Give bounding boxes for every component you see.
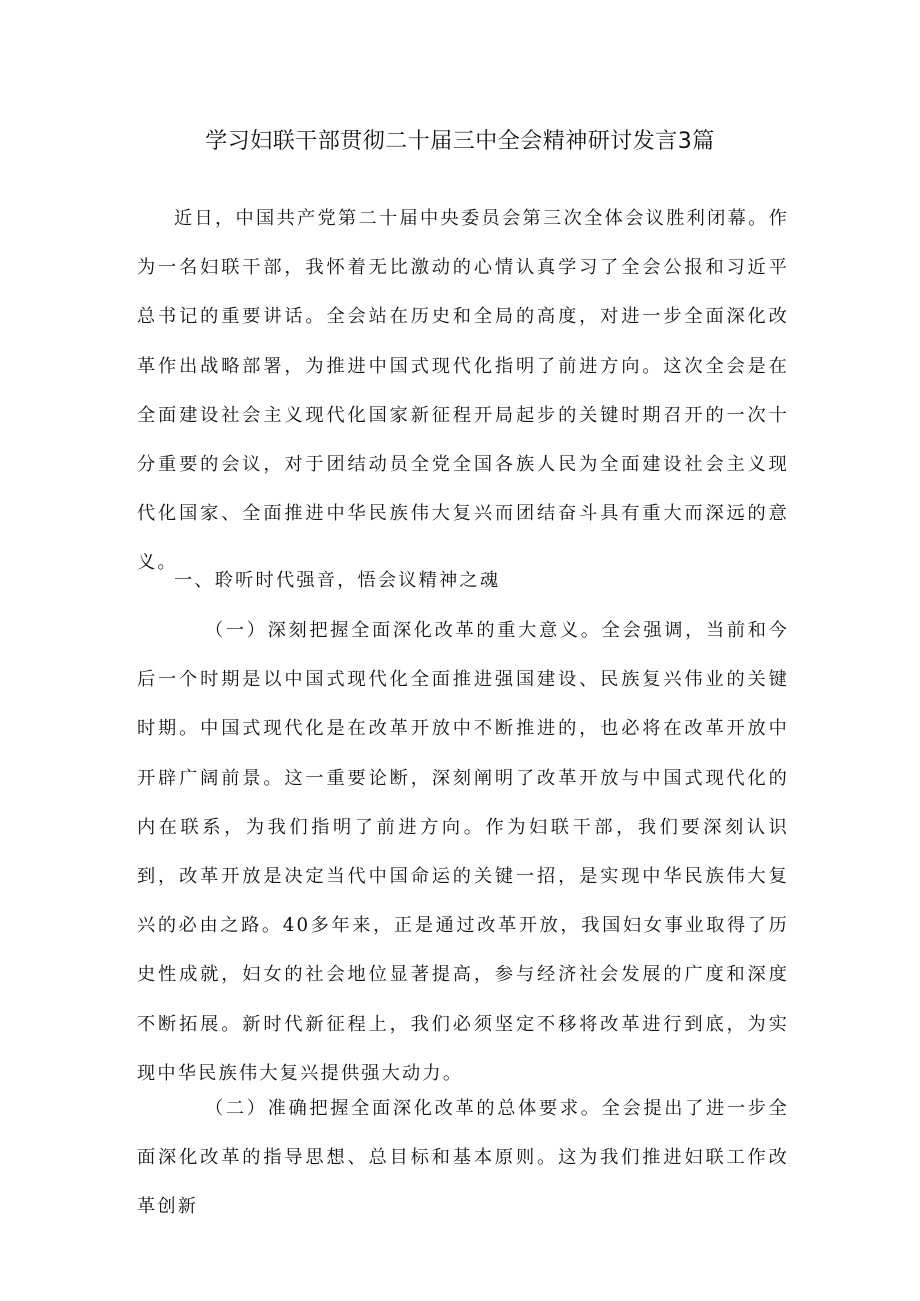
intro-paragraph	[137, 194, 789, 588]
subsection-1-paragraph	[137, 606, 789, 1098]
subsection-2-text: （二）准确把握全面深化改革的总体要求。全会提出了进一步全面深化改革的指导思想、总目标和基本原则。这为我们推进妇联工作改革创新	[137, 1098, 789, 1218]
document-title: 学习妇联干部贯彻二十届三中全会精神研讨发言3篇	[205, 129, 715, 154]
intro-text: 近日，中国共产党第二十届中央委员会第三次全体会议胜利闭幕。作为一名妇联干部，我怀着无比激动的心情认真学习了全会公报和习近平总书记的重要讲话。全会站在历史和全局的高度，对进一步全面深化改革作出战略部署，为推进中国式现代化指明了前进方向。这次全会是在全面建设社会主义现代化国家新征程开局起步的关键时期召开的一次十分重要的会议，对于团结动员全党全国各族人民为全面建设社会主义现代化国家、全面推进中华民族伟大复兴而团结奋斗具有重大而深远的意义。	[137, 208, 789, 574]
subsection-1-text: （一）深刻把握全面深化改革的重大意义。全会强调，当前和今后一个时期是以中国式现代化全面推进强国建设、民族复兴伟业的关键时期。中国式现代化是在改革开放中不断推进的，也必将在改革开放中开辟广阔前景。这一重要论断，深刻阐明了改革开放与中国式现代化的内在联系，为我们指明了前进方向。作为妇联干部，我们要深刻认识到，改革开放是决定当代中国命运的关键一招，是实现中华民族伟大复兴的必由之路。40多年来，正是通过改革开放，我国妇女事业取得了历史性成就，妇女的社会地位显著提高，参与经济社会发展的广度和深度不断拓展。新时代新征程上，我们必须坚定不移将改革进行到底，为实现中华民族伟大复兴提供强大动力。	[137, 620, 789, 1084]
subsection-2-paragraph	[137, 1084, 789, 1232]
section-heading: 一、聆听时代强音，悟会议精神之魂	[174, 570, 501, 591]
